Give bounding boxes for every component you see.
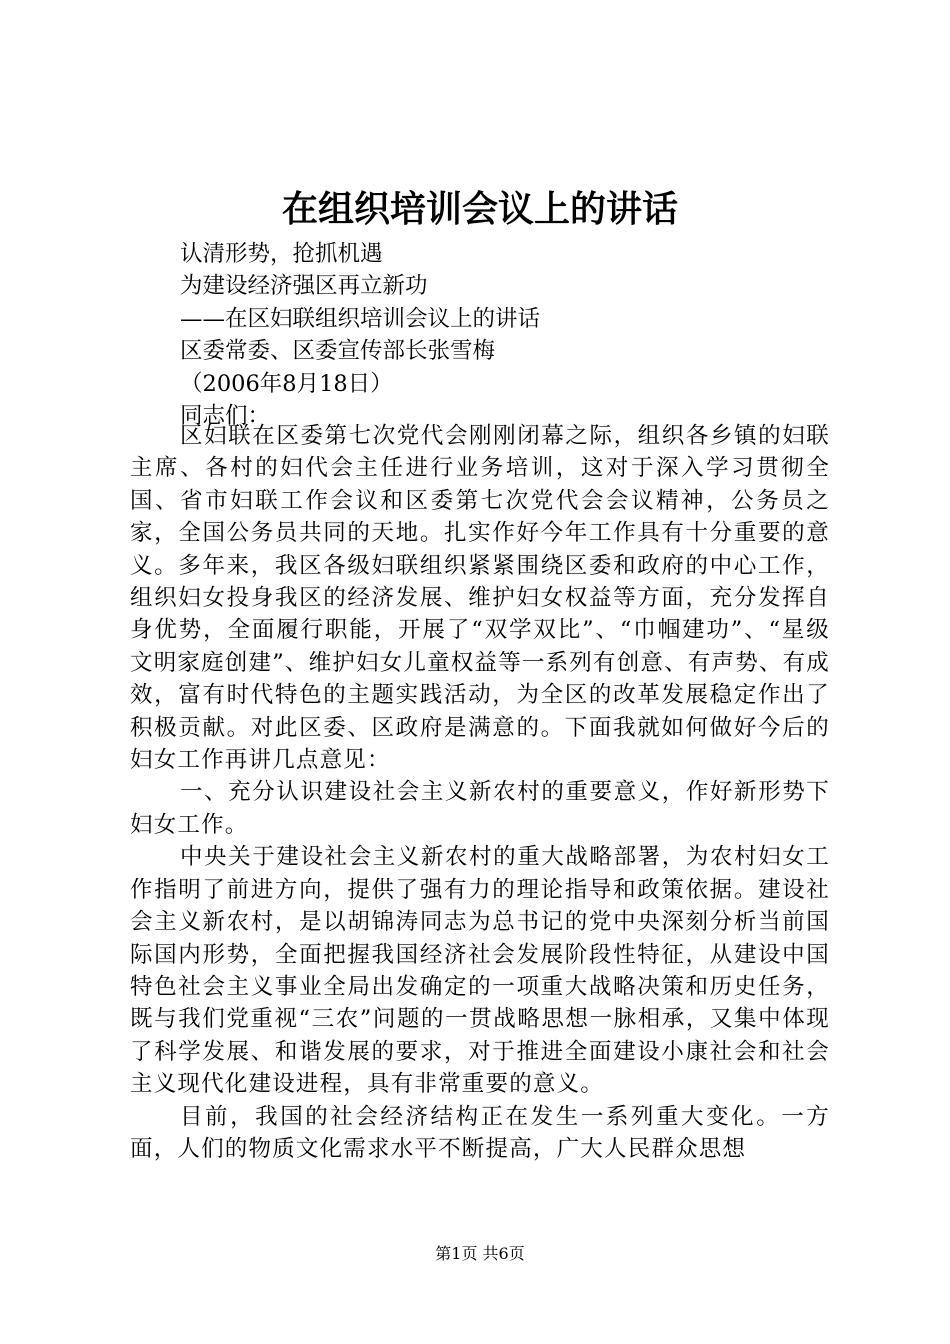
document-body bbox=[130, 420, 830, 1165]
body-paragraph-2: 中央关于建设社会主义新农村的重大战略部署，为农村妇女工作指明了前进方向，提供了强有力的理论指导和政策依据。建设社会主义新农村，是以胡锦涛同志为总书记的党中央深刻分析当前国际国内形势，全面把握我国经济社会发展阶段性特征，从建设中国特色社会主义事业全局出发确定的一项重大战略决策和历史任务，既与我们党重视“三农”问题的一贯战略思想一脉相承，又集中体现了科学发展、和谐发展的要求，对于推进全面建设小康社会和社会主义现代化建设进程，具有非常重要的意义。 bbox=[130, 844, 830, 1098]
section-heading-1: 一、充分认识建设社会主义新农村的重要意义，作好新形势下妇女工作。 bbox=[130, 779, 830, 838]
speech-date: （2006年8月18日） bbox=[180, 370, 393, 397]
speech-theme-line-2: 为建设经济强区再立新功 bbox=[180, 273, 428, 300]
salutation: 同志们： bbox=[180, 402, 271, 429]
speaker-line: 区委常委、区委宣传部长张雪梅 bbox=[180, 338, 496, 365]
speech-subtitle: ——在区妇联组织培训会议上的讲话 bbox=[180, 305, 541, 332]
page-footer: 第1页 共6页 bbox=[435, 1244, 525, 1263]
body-paragraph-3: 目前，我国的社会经济结构正在发生一系列重大变化。一方面，人们的物质文化需求水平不断提高，广大人民群众思想 bbox=[130, 1103, 830, 1162]
speech-header bbox=[180, 238, 860, 432]
speech-theme-line-1: 认清形势，抢抓机遇 bbox=[180, 241, 383, 267]
body-paragraph-1: 区妇联在区委第七次党代会刚刚闭幕之际，组织各乡镇的妇联主席、各村的妇代会主任进行业务培训，这对于深入学习贯彻全国、省市妇联工作会议和区委第七次党代会会议精神，公务员之家，全国公务员共同的天地。扎实作好今年工作具有十分重要的意义。多年来，我区各级妇联组织紧紧围绕区委和政府的中心工作，组织妇女投身我区的经济发展、维护妇女权益等方面，充分发挥自身优势，全面履行职能，开展了“双学双比”、“巾帼建功”、“星级文明家庭创建”、维护妇女儿童权益等一系列有创意、有声势、有成效，富有时代特色的主题实践活动，为全区的改革发展稳定作出了积极贡献。对此区委、区政府是满意的。下面我就如何做好今后的妇女工作再讲几点意见： bbox=[130, 423, 831, 774]
document-title: 在组织培训会议上的讲话 bbox=[281, 188, 678, 230]
